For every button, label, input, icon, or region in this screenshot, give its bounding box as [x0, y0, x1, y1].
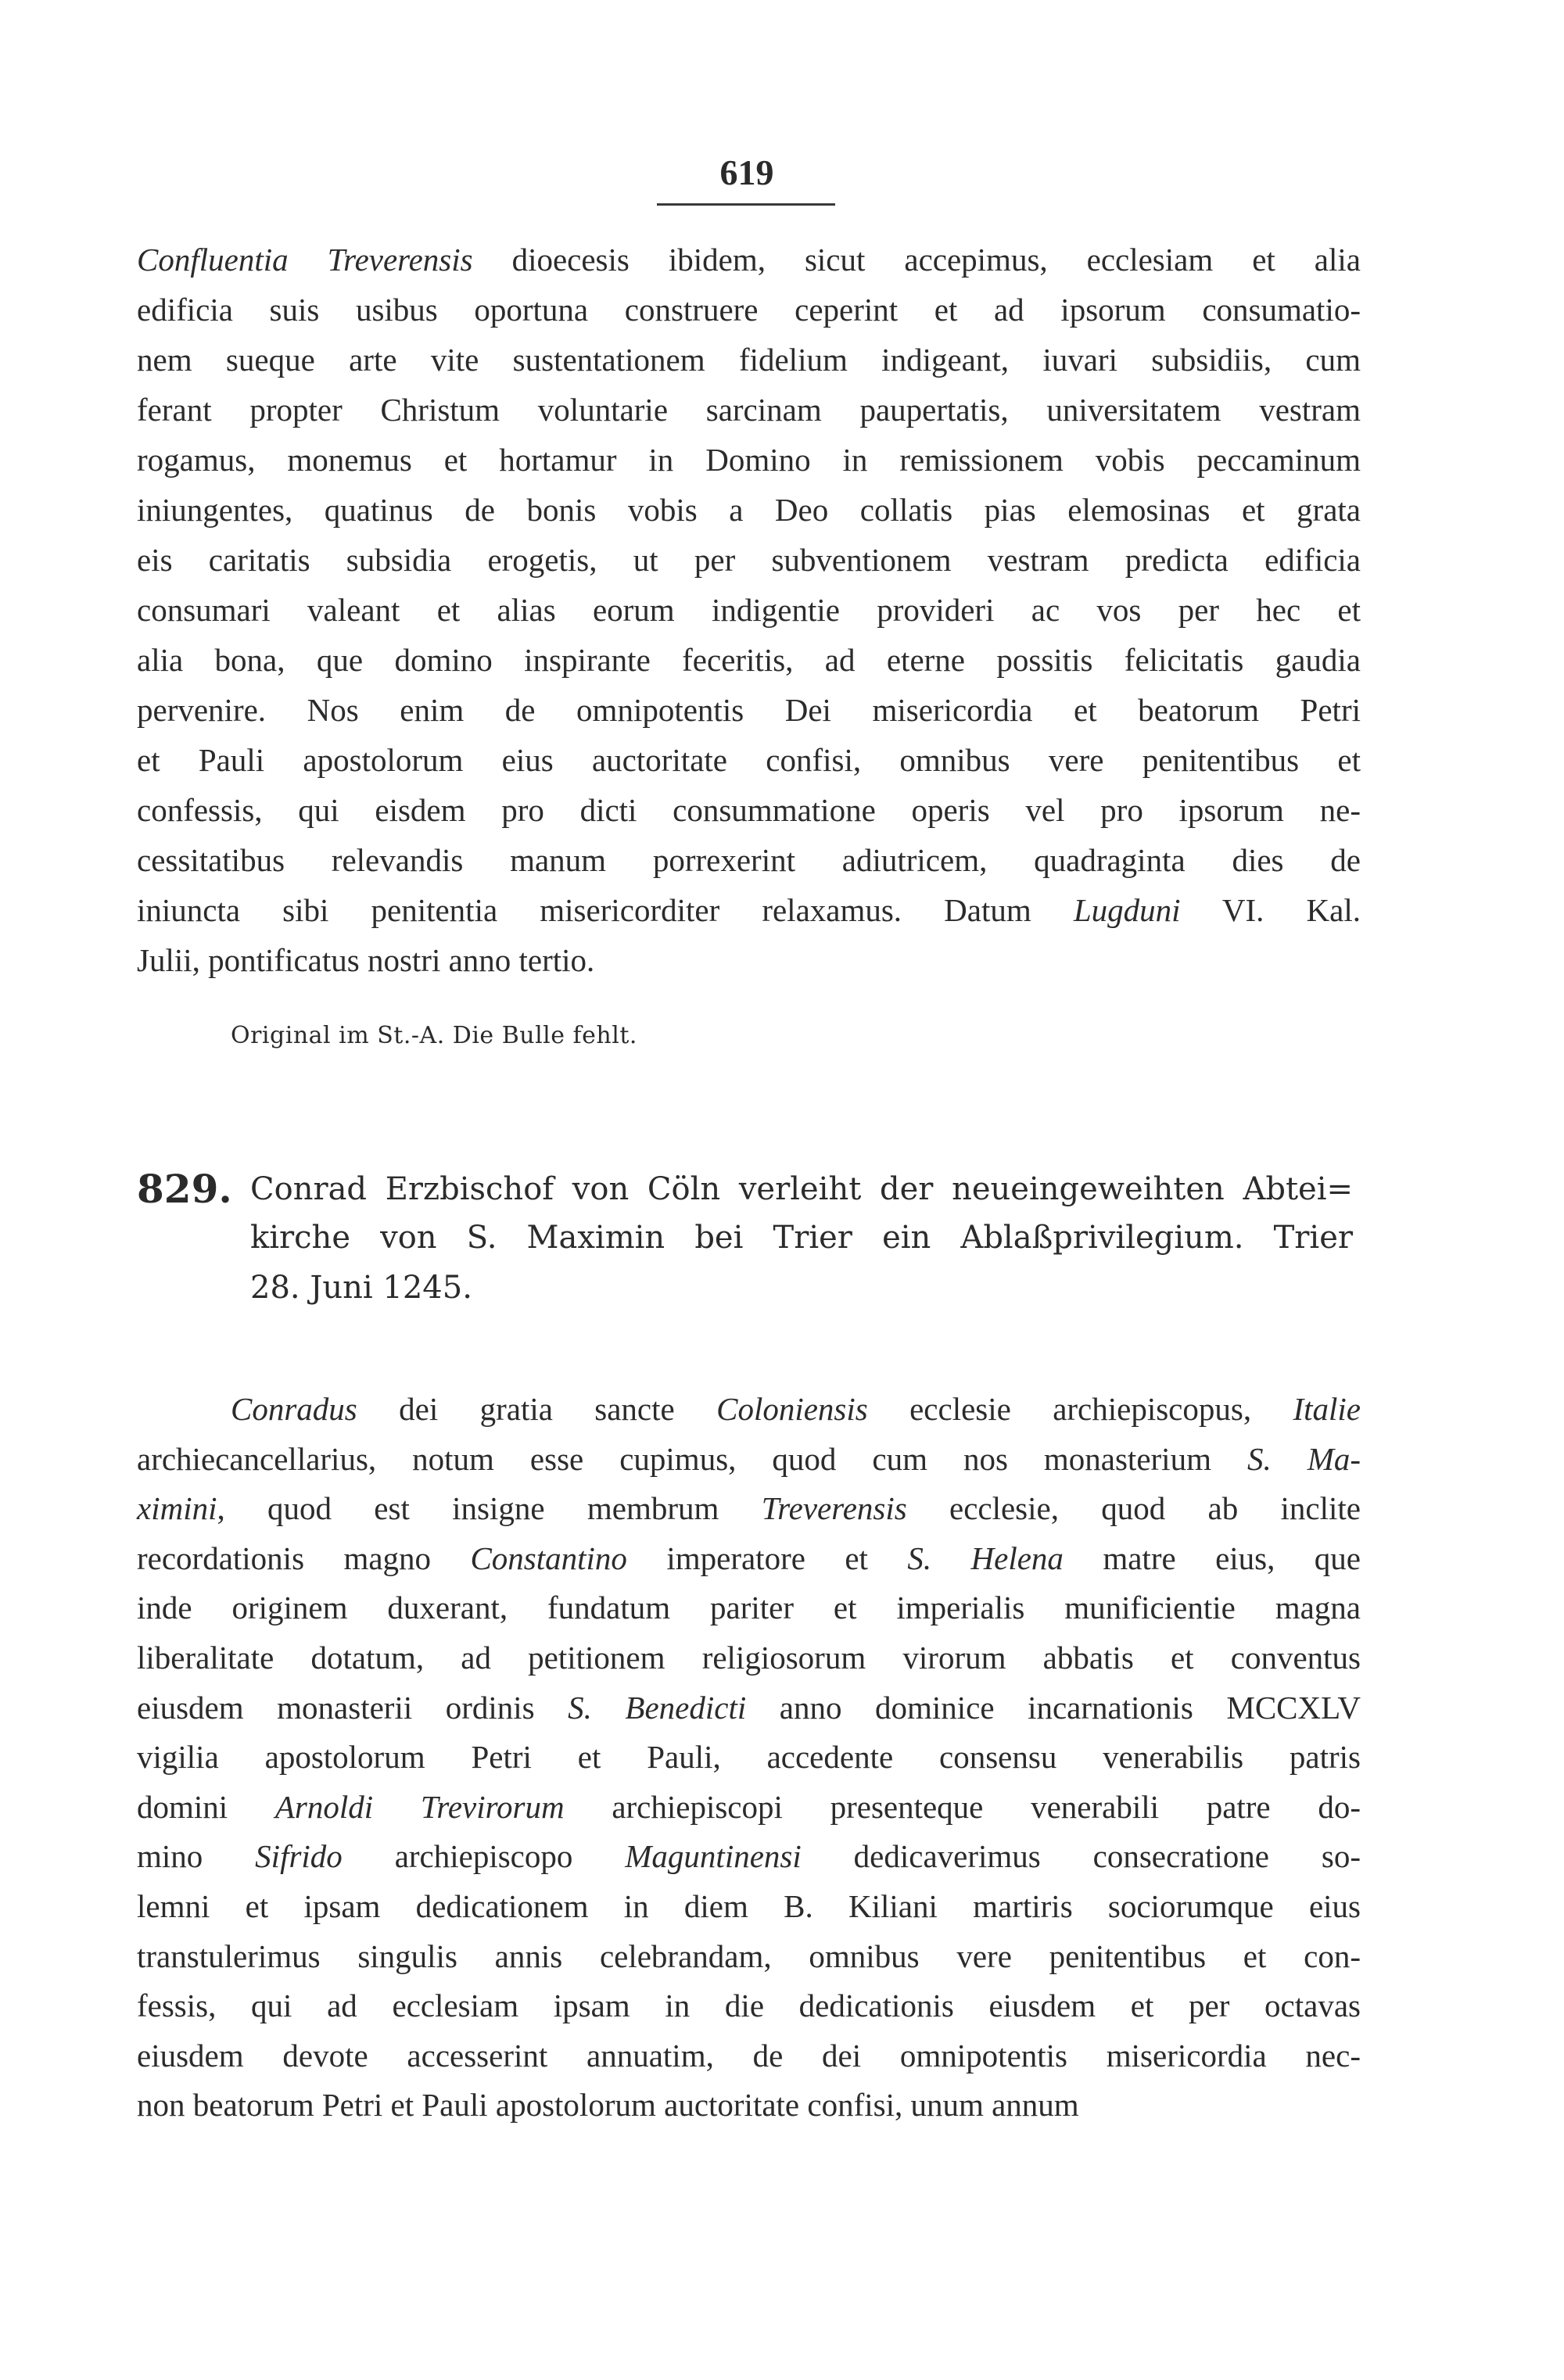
text-run: dioecesis ibidem, sicut accepimus, ecclesiam et alia	[472, 242, 1361, 278]
text-run: non beatorum Petri et Pauli apostolorum auctoritate confisi, unum annum	[137, 2087, 1079, 2124]
page-number: 619	[719, 152, 774, 192]
italic-name: ximini	[137, 1490, 217, 1527]
text-line	[137, 2080, 1361, 2130]
text-line	[137, 1533, 1361, 1583]
text-line	[137, 1732, 1361, 1782]
text-line	[137, 1881, 1361, 1931]
text-line	[137, 735, 1361, 785]
text-line	[137, 635, 1361, 685]
text-run: eis caritatis subsidia erogetis, ut per subventionem vestram predicta edificia	[137, 542, 1361, 578]
italic-name: Maguntinensi	[625, 1838, 802, 1875]
text-line	[137, 785, 1361, 835]
text-run: archiecancellarius, notum esse cupimus, quod cum nos monasterium	[137, 1440, 1247, 1477]
archive-footnote: Original im St.-A. Die Bulle fehlt.	[231, 1022, 637, 1049]
text-run: anno dominice incarnationis MCCXLV	[746, 1689, 1361, 1726]
text-run: iniuncta sibi penitentia misericorditer relaxamus. Datum	[137, 892, 1074, 928]
text-line	[137, 1931, 1361, 1981]
text-run: eiusdem monasterii ordinis	[137, 1689, 569, 1726]
text-line	[137, 335, 1361, 385]
text-run: et Pauli apostolorum eius auctoritate confisi, omnibus vere penitentibus et	[137, 742, 1361, 778]
text-line	[231, 1384, 1361, 1434]
text-run: eiusdem devote accesserint annuatim, de dei omnipotentis misericordia nec-	[137, 2037, 1361, 2074]
text-line	[137, 1582, 1361, 1633]
text-line	[137, 935, 1361, 985]
text-run: recordationis magno	[137, 1539, 471, 1576]
text-run: alia bona, que domino inspirante feceritis, ad eterne possitis felicitatis gaudia	[137, 642, 1361, 678]
text-run: Julii, pontificatus nostri anno tertio.	[137, 942, 595, 978]
text-line	[137, 2031, 1361, 2081]
text-run: ecclesie archiepiscopus,	[867, 1391, 1293, 1427]
entry-number: 829.	[137, 1166, 232, 1212]
italic-name: Conradus	[231, 1391, 357, 1427]
italic-name: Constantino	[470, 1539, 627, 1576]
text-run: archiepiscopi presenteque venerabili patre do-	[564, 1788, 1361, 1825]
text-run: confessis, qui eisdem pro dicti consummatione operis vel pro ipsorum ne-	[137, 792, 1361, 828]
italic-name: Italie	[1293, 1391, 1361, 1427]
text-run: dei gratia sancte	[357, 1391, 717, 1427]
italic-name: Confluentia Treverensis	[137, 242, 473, 278]
text-run: mino	[137, 1838, 256, 1875]
text-run: consumari valeant et alias eorum indigentie provideri ac vos per hec et	[137, 592, 1361, 628]
italic-name: Lugduni	[1073, 892, 1181, 928]
text-run: nem sueque arte vite sustentationem fidelium indigeant, iuvari subsidiis, cum	[137, 342, 1361, 378]
italic-name: Coloniensis	[716, 1391, 868, 1427]
text-line	[137, 485, 1361, 535]
page-number-rule	[657, 203, 835, 206]
text-run: transtulerimus singulis annis celebrandam, omnibus vere penitentibus et con-	[137, 1937, 1361, 1974]
text-run: ecclesie, quod ab inclite	[906, 1490, 1361, 1527]
text-line	[137, 835, 1361, 885]
italic-name: Treverensis	[761, 1490, 907, 1527]
text-run: liberalitate dotatum, ad petitionem religiosorum virorum abbatis et conventus	[137, 1640, 1361, 1676]
text-line	[137, 685, 1361, 735]
text-run: fessis, qui ad ecclesiam ipsam in die dedicationis eiusdem et per octavas	[137, 1988, 1361, 2024]
text-run: matre eius, que	[1063, 1539, 1361, 1576]
text-line	[137, 435, 1361, 485]
text-run: iniungentes, quatinus de bonis vobis a Deo collatis pias elemosinas et grata	[137, 492, 1361, 528]
entry-title-line: kirche von S. Maximin bei Trier ein Ablaßprivilegium. Trier	[250, 1220, 1353, 1256]
text-line	[137, 585, 1361, 635]
text-run: dedicaverimus consecratione so-	[801, 1838, 1361, 1875]
text-run: archiepiscopo	[342, 1838, 626, 1875]
text-run: edificia suis usibus oportuna construere ceperint et ad ipsorum consumatio-	[137, 292, 1361, 328]
italic-name: S. Ma-	[1247, 1440, 1361, 1477]
text-run: VI. Kal.	[1180, 892, 1361, 928]
text-line	[137, 1434, 1361, 1484]
text-line	[137, 1633, 1361, 1683]
italic-name: Sifrido	[255, 1838, 343, 1875]
entry-title-line: Conrad Erzbischof von Cöln verleiht der neueingeweihten Abtei=	[250, 1171, 1353, 1207]
text-line	[137, 385, 1361, 435]
entry-title-line: 28. Juni 1245.	[250, 1270, 472, 1306]
italic-name: S. Benedicti	[568, 1689, 747, 1726]
text-line	[137, 235, 1361, 285]
text-line	[137, 885, 1361, 935]
text-run: ferant propter Christum voluntarie sarcinam paupertatis, universitatem vestram	[137, 392, 1361, 428]
italic-name: S. Helena	[907, 1539, 1064, 1576]
text-line	[137, 1782, 1361, 1832]
text-run: lemni et ipsam dedicationem in diem B. Kiliani martiris sociorumque eius	[137, 1888, 1361, 1924]
italic-name: Arnoldi Trevirorum	[274, 1788, 565, 1825]
text-run: cessitatibus relevandis manum porrexerint adiutricem, quadraginta dies de	[137, 842, 1361, 878]
text-line	[137, 1831, 1361, 1881]
text-run: vigilia apostolorum Petri et Pauli, accedente consensu venerabilis patris	[137, 1739, 1361, 1776]
text-run: inde originem duxerant, fundatum pariter et imperialis munificientie magna	[137, 1590, 1361, 1626]
text-run: domini	[137, 1788, 275, 1825]
text-line	[137, 1980, 1361, 2031]
text-run: rogamus, monemus et hortamur in Domino in remissionem vobis peccaminum	[137, 442, 1361, 478]
text-run: imperatore et	[626, 1539, 908, 1576]
text-run: , quod est insigne membrum	[217, 1490, 762, 1527]
text-line	[137, 535, 1361, 585]
text-line	[137, 285, 1361, 335]
text-line	[137, 1483, 1361, 1533]
text-run: pervenire. Nos enim de omnipotentis Dei misericordia et beatorum Petri	[137, 692, 1361, 728]
text-line	[137, 1683, 1361, 1733]
